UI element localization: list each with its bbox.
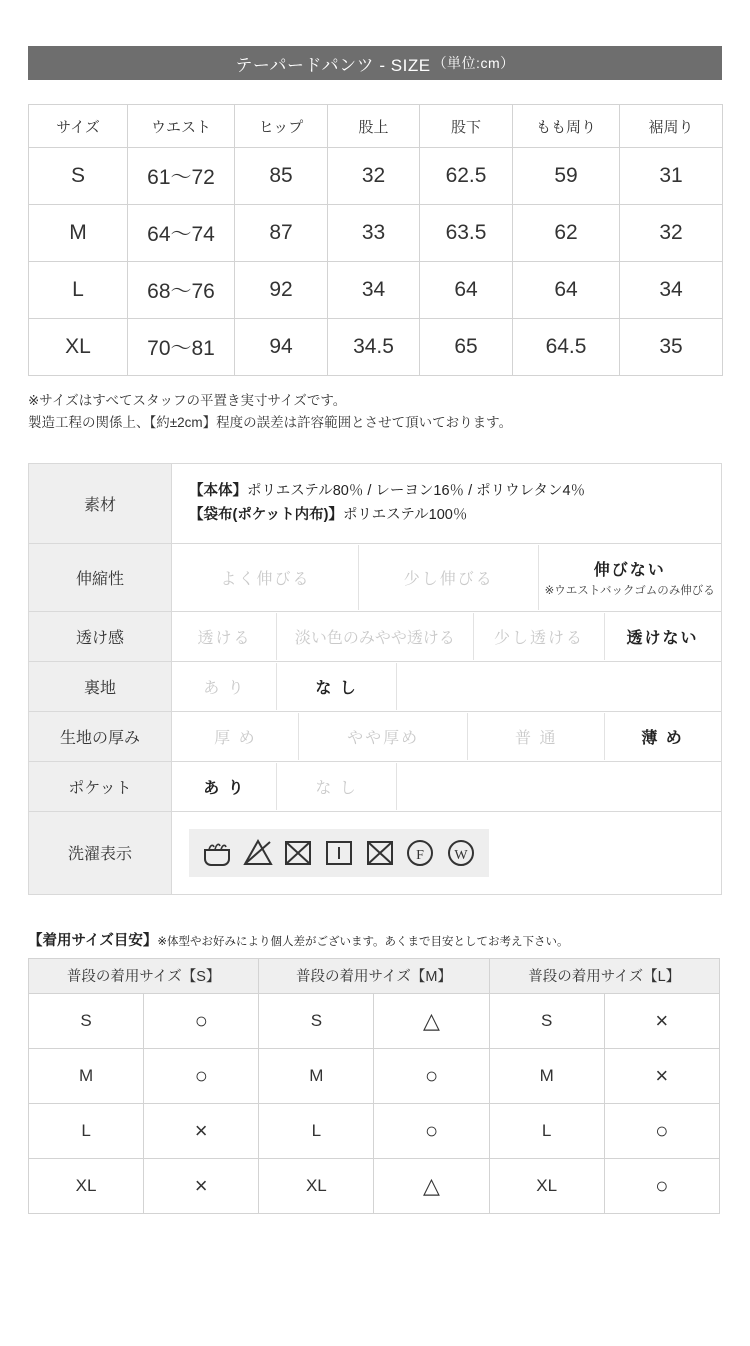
hip-cell: 94 xyxy=(235,319,328,376)
fit-table-m-header: 普段の着用サイズ【M】 xyxy=(259,958,489,993)
svg-text:F: F xyxy=(416,847,424,863)
pocket-option-no xyxy=(277,763,397,810)
fit-row-mark: × xyxy=(604,993,719,1048)
rise-cell: 33 xyxy=(328,205,420,262)
fit-table-l-header: 普段の着用サイズ【L】 xyxy=(489,958,719,993)
fit-guide-title-sub: ※体型やお好みにより個人差がございます。あくまで目安としてお考え下さい。 xyxy=(157,935,569,948)
sheer-option-slight xyxy=(474,613,605,660)
no-tumble-dry-icon xyxy=(281,836,315,870)
no-wet-clean-icon xyxy=(363,836,397,870)
spec-row-thickness xyxy=(29,711,722,761)
table-row xyxy=(29,1048,259,1103)
spec-value-thickness xyxy=(172,711,722,761)
product-spec-table xyxy=(28,463,722,895)
size-table-header-cell: ヒップ xyxy=(235,105,328,148)
waist-cell: 64〜74 xyxy=(128,205,235,262)
spec-value-stretch xyxy=(172,543,722,611)
no-bleach-icon xyxy=(241,836,275,870)
svg-text:W: W xyxy=(454,847,468,863)
fit-row-label: S xyxy=(29,993,144,1048)
spec-row-wash xyxy=(29,811,722,894)
material-pocket-label: 【袋布(ポケット内布)】 xyxy=(189,507,343,524)
sheer-option-sheer xyxy=(173,613,277,660)
fit-row-mark: ○ xyxy=(374,1048,489,1103)
fit-table-m xyxy=(258,958,489,1214)
table-row xyxy=(29,993,259,1048)
fit-guide-tables xyxy=(28,958,722,1214)
fit-row-label: M xyxy=(259,1048,374,1103)
fit-guide-title-main: 【着用サイズ目安】 xyxy=(28,932,158,949)
spec-value-lining xyxy=(172,661,722,711)
option-text: 少し伸びる xyxy=(403,570,494,588)
size-cell: M xyxy=(29,205,128,262)
material-body-label: 【本体】 xyxy=(189,482,247,499)
page-title xyxy=(28,46,722,80)
inseam-cell: 64 xyxy=(420,262,513,319)
iron-low-icon xyxy=(322,836,356,870)
spec-label-wash: 洗濯表示 xyxy=(29,811,172,894)
size-table-header-row xyxy=(29,105,723,148)
spec-value-sheer xyxy=(172,611,722,661)
hip-cell: 87 xyxy=(235,205,328,262)
spec-row-material xyxy=(29,463,722,543)
table-row xyxy=(29,205,723,262)
fit-row-label: M xyxy=(29,1048,144,1103)
spec-value-pocket xyxy=(172,761,722,811)
rise-cell: 32 xyxy=(328,148,420,205)
inseam-cell: 63.5 xyxy=(420,205,513,262)
option-text: 厚 め xyxy=(214,729,257,747)
table-row xyxy=(29,148,723,205)
table-row xyxy=(489,993,719,1048)
option-text: 透ける xyxy=(197,629,252,647)
fit-row-label: XL xyxy=(29,1158,144,1213)
thickness-option-semi-thick xyxy=(299,713,469,760)
table-row xyxy=(489,1158,719,1213)
option-text: 透けない xyxy=(626,629,699,647)
hand-wash-icon xyxy=(200,836,234,870)
rise-cell: 34.5 xyxy=(328,319,420,376)
table-row xyxy=(259,993,489,1048)
option-text: な し xyxy=(315,679,358,697)
size-measurement-table xyxy=(28,104,723,376)
fit-row-mark: △ xyxy=(374,993,489,1048)
option-text: やや厚め xyxy=(347,729,420,747)
spec-label-lining: 裏地 xyxy=(29,661,172,711)
fit-row-label: S xyxy=(489,993,604,1048)
thickness-option-normal xyxy=(468,713,605,760)
waist-cell: 70〜81 xyxy=(128,319,235,376)
size-table-header-cell: ウエスト xyxy=(128,105,235,148)
hip-cell: 92 xyxy=(235,262,328,319)
pocket-option-yes xyxy=(173,763,277,810)
pocket-option-spacer xyxy=(397,763,720,810)
page-title-unit: （単位:cm） xyxy=(432,55,515,71)
size-table-header-cell: 股下 xyxy=(420,105,513,148)
table-row xyxy=(29,1158,259,1213)
hem-cell: 35 xyxy=(620,319,723,376)
fit-row-label: L xyxy=(489,1103,604,1158)
page-title-text: テーパードパンツ - SIZE xyxy=(235,55,431,75)
thigh-cell: 64.5 xyxy=(513,319,620,376)
spec-row-stretch xyxy=(29,543,722,611)
spec-value-wash xyxy=(172,811,722,894)
dryclean-f-icon xyxy=(403,836,437,870)
fit-row-label: XL xyxy=(489,1158,604,1213)
fit-row-mark: × xyxy=(604,1048,719,1103)
thickness-option-thin xyxy=(605,713,720,760)
stretch-option-little xyxy=(359,545,540,610)
fit-row-mark: × xyxy=(144,1103,259,1158)
size-table-header-cell: サイズ xyxy=(29,105,128,148)
fit-row-mark: × xyxy=(144,1158,259,1213)
option-text: あ り xyxy=(203,779,246,797)
fit-row-label: S xyxy=(259,993,374,1048)
hem-cell: 34 xyxy=(620,262,723,319)
fit-row-mark: ○ xyxy=(604,1103,719,1158)
fit-row-label: M xyxy=(489,1048,604,1103)
spec-label-pocket: ポケット xyxy=(29,761,172,811)
fit-row-label: L xyxy=(259,1103,374,1158)
stretch-option-none xyxy=(539,545,720,610)
spec-row-lining xyxy=(29,661,722,711)
option-text: 伸びない xyxy=(593,561,666,579)
thigh-cell: 62 xyxy=(513,205,620,262)
size-guide-page xyxy=(0,46,750,1346)
spec-label-sheer: 透け感 xyxy=(29,611,172,661)
fit-row-mark: ○ xyxy=(374,1103,489,1158)
fit-row-mark: ○ xyxy=(144,1048,259,1103)
wash-symbol-strip xyxy=(189,829,489,877)
lining-option-yes xyxy=(173,663,277,710)
waist-cell: 61〜72 xyxy=(128,148,235,205)
fit-row-label: L xyxy=(29,1103,144,1158)
rise-cell: 34 xyxy=(328,262,420,319)
option-text: な し xyxy=(315,779,358,797)
fit-table-s xyxy=(28,958,259,1214)
fit-row-mark: △ xyxy=(374,1158,489,1213)
lining-option-spacer xyxy=(397,663,720,710)
size-cell: L xyxy=(29,262,128,319)
stretch-option-much xyxy=(173,545,359,610)
sheer-option-none xyxy=(605,613,720,660)
size-cell: XL xyxy=(29,319,128,376)
lining-option-no xyxy=(277,663,397,710)
option-text: 淡い色のみやや透ける xyxy=(294,629,455,647)
material-line-1 xyxy=(189,479,710,504)
table-row xyxy=(489,1103,719,1158)
table-row xyxy=(489,1048,719,1103)
note-line-2: 製造工程の関係上、【約±2cm】程度の誤差は許容範囲とさせて頂いております。 xyxy=(28,415,513,431)
size-cell: S xyxy=(29,148,128,205)
fit-row-mark: ○ xyxy=(144,993,259,1048)
note-line-1: ※サイズはすべてスタッフの平置き実寸サイズです。 xyxy=(28,393,347,408)
material-body-value: ポリエステル80％ / レーヨン16％ / ポリウレタン4％ xyxy=(247,482,586,499)
size-table-header-cell: 裾周り xyxy=(620,105,723,148)
dryclean-w-icon xyxy=(444,836,478,870)
fit-row-mark: ○ xyxy=(604,1158,719,1213)
option-text: 薄 め xyxy=(641,729,684,747)
spec-value-material xyxy=(172,463,722,543)
hem-cell: 32 xyxy=(620,205,723,262)
option-subtext: ※ウエストバックゴムのみ伸びる xyxy=(544,584,715,597)
material-line-2 xyxy=(189,503,710,528)
size-table-header-cell: 股上 xyxy=(328,105,420,148)
option-text: よく伸びる xyxy=(220,570,311,588)
inseam-cell: 65 xyxy=(420,319,513,376)
waist-cell: 68〜76 xyxy=(128,262,235,319)
spec-label-material: 素材 xyxy=(29,463,172,543)
fit-guide-title xyxy=(28,929,722,950)
fit-table-s-header: 普段の着用サイズ【S】 xyxy=(29,958,259,993)
table-row xyxy=(29,319,723,376)
option-text: 少し透ける xyxy=(493,629,584,647)
option-text: 普 通 xyxy=(515,729,558,747)
table-row xyxy=(29,262,723,319)
spec-row-sheer xyxy=(29,611,722,661)
table-row xyxy=(259,1103,489,1158)
table-row xyxy=(259,1048,489,1103)
measurement-notes xyxy=(28,390,722,435)
thickness-option-thick xyxy=(173,713,299,760)
material-pocket-value: ポリエステル100％ xyxy=(342,507,468,524)
inseam-cell: 62.5 xyxy=(420,148,513,205)
size-table-header-cell: もも周り xyxy=(513,105,620,148)
spec-row-pocket xyxy=(29,761,722,811)
fit-row-label: XL xyxy=(259,1158,374,1213)
thigh-cell: 59 xyxy=(513,148,620,205)
option-text: あ り xyxy=(203,679,246,697)
table-row xyxy=(259,1158,489,1213)
sheer-option-light-colors xyxy=(277,613,474,660)
thigh-cell: 64 xyxy=(513,262,620,319)
spec-label-stretch: 伸縮性 xyxy=(29,543,172,611)
hem-cell: 31 xyxy=(620,148,723,205)
fit-table-l xyxy=(489,958,720,1214)
spec-label-thickness: 生地の厚み xyxy=(29,711,172,761)
hip-cell: 85 xyxy=(235,148,328,205)
table-row xyxy=(29,1103,259,1158)
